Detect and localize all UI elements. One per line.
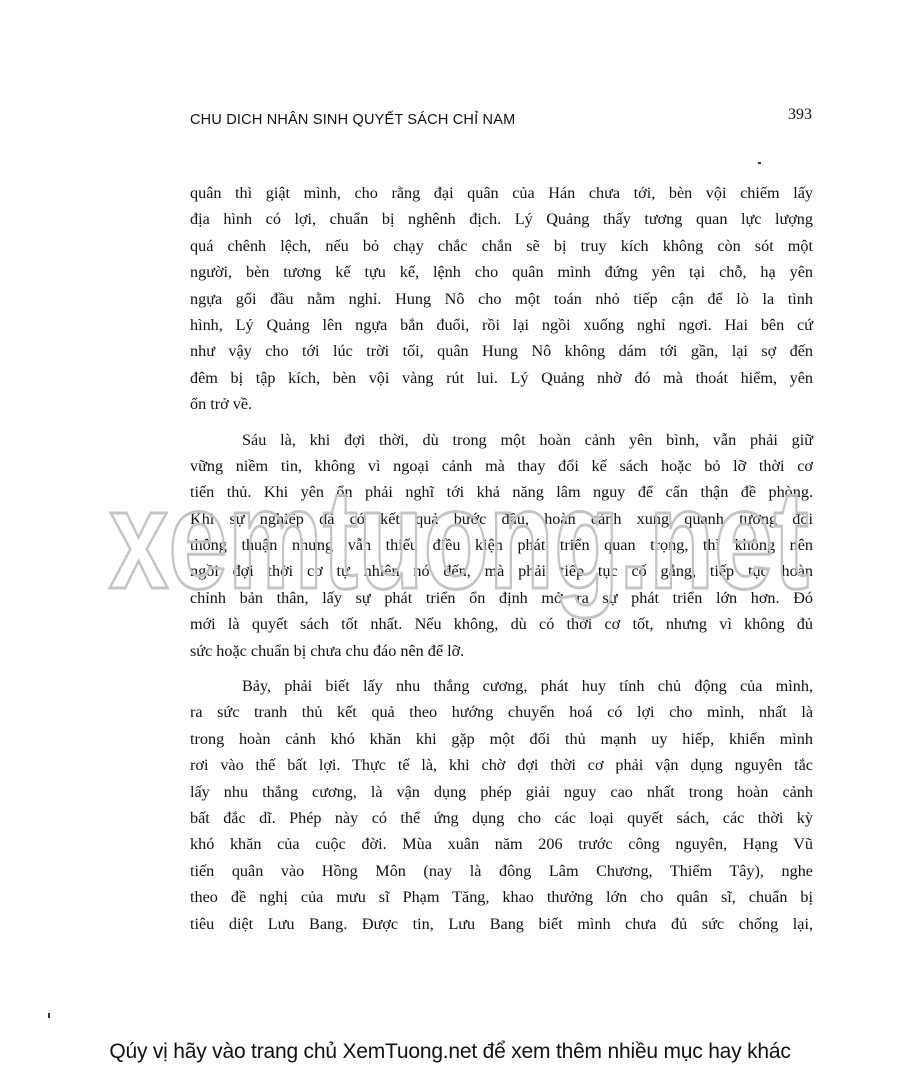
text-line: mới là quyết sách tốt nhất. Nếu không, dù có thời cơ tốt, nhưng vì không đủ — [190, 615, 813, 634]
scan-mark — [758, 162, 761, 164]
text-line: tiến thủ. Khi yên ổn phải nghĩ tới khả năng lâm nguy để cẩn thận đề phòng. — [190, 483, 813, 502]
text-line: bất đắc dĩ. Phép này có thể ứng dụng cho các loại quyết sách, các thời kỳ — [190, 808, 813, 827]
text-line: đêm bị tập kích, bèn vội vàng rút lui. Lý Quảng nhờ đó mà thoát hiểm, yên — [190, 368, 813, 387]
paragraph-2 — [190, 427, 813, 665]
text-line: ngựa gối đầu nằm nghỉ. Hung Nô cho một toán nhỏ tiếp cận để lò la tình — [190, 289, 813, 308]
text-line: Bảy, phải biết lấy nhu thắng cương, phát huy tính chủ động của mình, — [242, 677, 813, 696]
text-line: địa hình có lợi, chuẩn bị nghênh địch. Lý Quảng thấy tương quan lực lượng — [190, 210, 813, 229]
text-line: tiêu diệt Lưu Bang. Được tin, Lưu Bang biết mình chưa đủ sức chống lại, — [190, 914, 813, 933]
text-line: rơi vào thế bất lợi. Thực tế là, khi chờ đợi thời cơ phải vận dụng nguyên tắc — [190, 756, 813, 775]
book-title-header: CHU DICH NHÂN SINH QUYẾT SÁCH CHỈ NAM — [190, 112, 516, 128]
text-line: chỉnh bản thân, lấy sự phát triển ổn định mở ra sự phát triển lớn hơn. Đó — [190, 588, 813, 607]
text-line: như vậy cho tới lúc trời tối, quân Hung Nô không dám tới gần, lại sợ đến — [190, 342, 813, 361]
body-text — [190, 180, 813, 946]
text-line: theo đề nghị của mưu sĩ Phạm Tăng, khao thưởng lớn cho quân sĩ, chuẩn bị — [190, 888, 813, 907]
text-line: thông thuận nhưng vẫn thiếu điều kiện phát triển quan trọng, thì không nên — [190, 536, 813, 555]
text-line: Sáu là, khi đợi thời, dù trong một hoàn cảnh yên bình, vẫn phải giữ — [242, 430, 813, 449]
running-header — [190, 106, 820, 136]
text-line: vững niềm tin, không vì ngoại cảnh mà thay đổi kế sách hoặc bỏ lỡ thời cơ — [190, 456, 813, 475]
text-line: quá chênh lệch, nếu bỏ chạy chắc chắn sẽ bị truy kích không còn sót một — [190, 236, 813, 255]
text-line: quân thì giật mình, cho rằng đại quân của Hán chưa tới, bèn vội chiếm lấy — [190, 184, 813, 202]
footer-notice: Qúy vị hãy vào trang chủ XemTuong.net để xem thêm nhiều mục hay khác — [109, 1040, 791, 1063]
text-line: trong hoàn cảnh khó khăn khi gặp một đối thủ mạnh uy hiếp, khiến mình — [190, 729, 813, 748]
text-line: Khi sự nghiệp đã có kết quả bước đầu, hoàn cảnh xung quanh tương đối — [190, 509, 813, 528]
text-line: sức hoặc chuẩn bị chưa chu đáo nên để lỡ. — [190, 641, 465, 660]
paragraph-3 — [190, 673, 813, 937]
page-number: 393 — [788, 106, 812, 123]
watermark-text: xemtuong.net — [109, 470, 809, 619]
text-line: hình, Lý Quảng lên ngựa bắn đuổi, rồi lại ngồi xuống nghỉ ngơi. Hai bên cứ — [190, 315, 813, 334]
text-line: ngồi đợi thời cơ tự nhiên nó đến, mà phải tiếp tục cố gắng, tiếp tục hoàn — [190, 562, 813, 581]
paragraph-1 — [190, 180, 813, 418]
scan-mark — [48, 1013, 50, 1018]
text-line: ổn trở về. — [190, 395, 253, 414]
text-line: tiến quân vào Hồng Môn (nay là đông Lâm Chương, Thiểm Tây), nghe — [190, 861, 813, 880]
text-line: ra sức tranh thủ kết quả theo hướng chuyển hoá có lợi cho mình, nhất là — [190, 703, 813, 722]
text-line: khó khăn của cuộc đời. Mùa xuân năm 206 trước công nguyên, Hạng Vũ — [190, 835, 813, 854]
text-line: lấy nhu thắng cương, là vận dụng phép giải nguy cao nhất trong hoàn cảnh — [190, 782, 813, 801]
text-line: người, bèn tương kế tựu kế, lệnh cho quân mình đứng yên tại chỗ, hạ yên — [190, 263, 813, 282]
